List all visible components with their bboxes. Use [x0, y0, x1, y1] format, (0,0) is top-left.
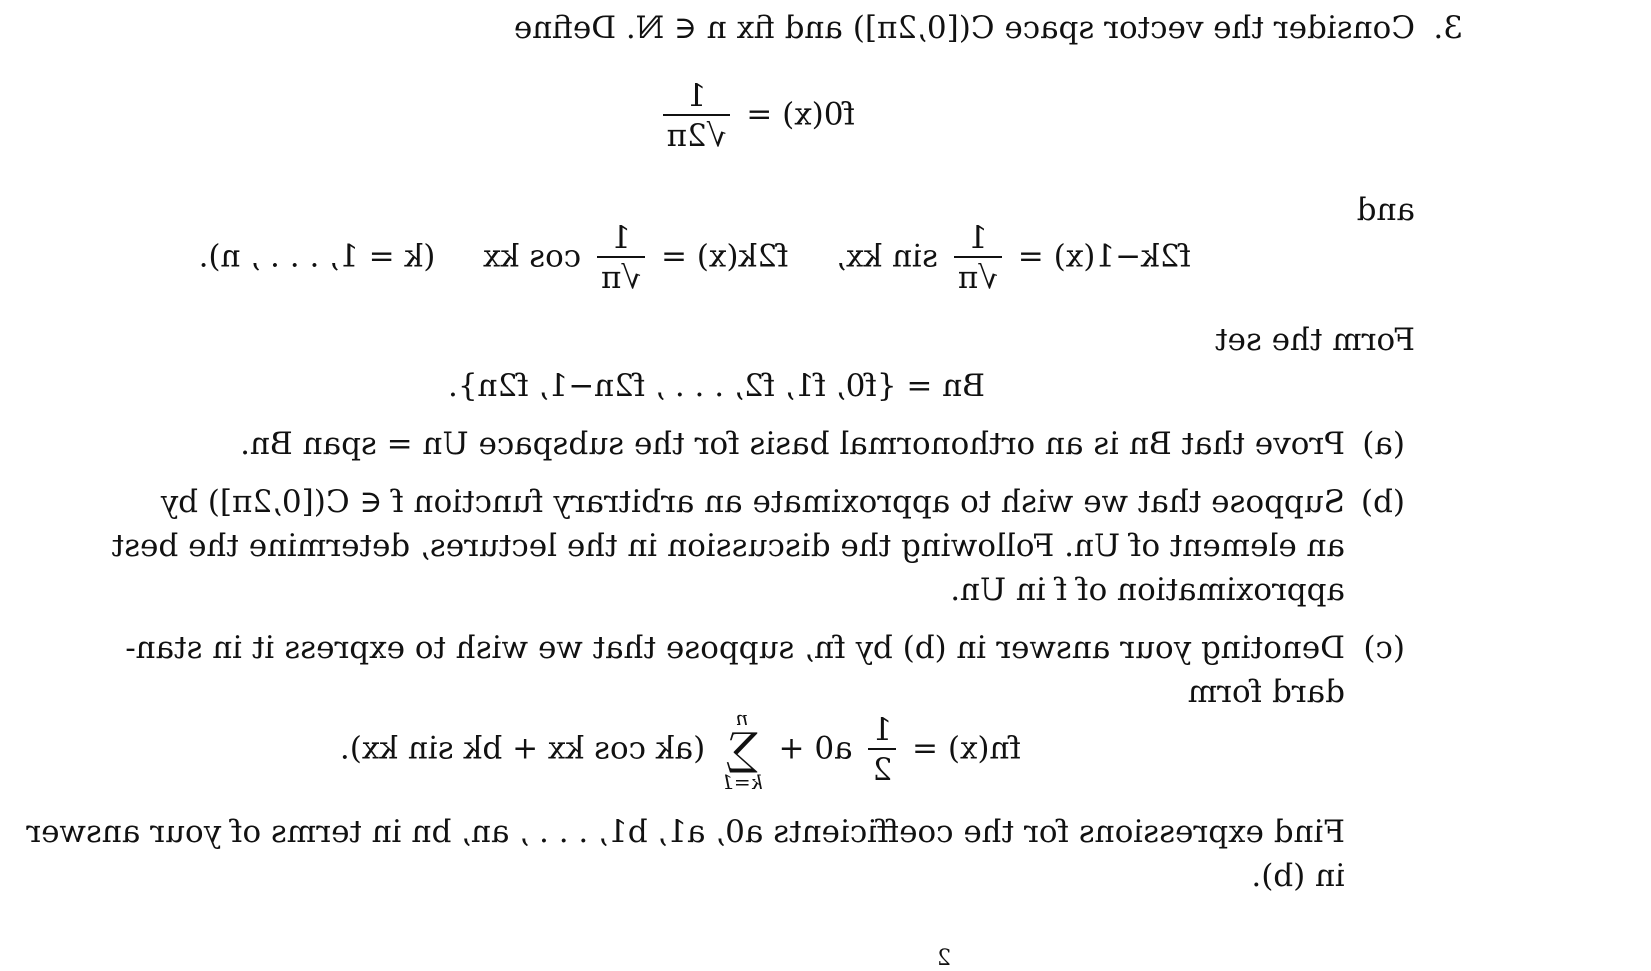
part-b-line-1: Suppose that we wish to approximate an arbitrary function f ∈ C([0,2π]) by [160, 484, 1345, 520]
part-a-text: Prove that Bn is an orthonormal basis for the subspace Un = span Bn. [240, 426, 1345, 462]
f0-lhs: f0(x) = [746, 96, 855, 133]
part-c-line-2: dard form [1187, 674, 1345, 710]
and-label: and [1356, 192, 1415, 228]
equation-fk: f2k−1(x) = $\frac{1}{√\pi}$ sin kx, f2k(x) = $\frac{1}{√\pi}$ cos kx (k = 1, . . . , n). [198, 220, 1191, 296]
summation-symbol: n ∑ k=1 [721, 706, 763, 794]
final-line-2: in (b). [1251, 858, 1345, 894]
equation-Bn: Bn = {f0, f1, f2, . . . , f2n−1, f2n}. [447, 368, 985, 404]
part-c-label: (c) [1363, 630, 1405, 666]
equation-f0 [657, 78, 855, 154]
part-b-line-3: approximation of f in Un. [950, 572, 1345, 608]
form-set-label: Form the set [1215, 322, 1415, 358]
page-number: 2 [937, 946, 951, 971]
f0-fraction: $\frac{1}{√2\pi}$ [663, 78, 731, 154]
problem-intro: Consider the vector space C([0,2π]) and fix n ∈ ℕ. Define [513, 10, 1415, 46]
part-c-line-1: Denoting your answer in (b) by fn, suppose that we wish to express it in stan- [125, 630, 1345, 666]
part-a-label: (a) [1362, 426, 1405, 462]
equation-fourier: fn(x) = $\frac{1}{2}$ a0 + n ∑ k=1 (ak cos kx + bk sin kx). [339, 706, 1021, 794]
final-line-1: Find expressions for the coefficients a0, a1, b1, . . . , an, bn in terms of your answer [26, 814, 1345, 850]
part-b-label: (b) [1360, 484, 1405, 520]
problem-number: 3. [1433, 10, 1463, 46]
part-b-line-2: an element of Un. Following the discussion in the lectures, determine the best [111, 528, 1345, 564]
